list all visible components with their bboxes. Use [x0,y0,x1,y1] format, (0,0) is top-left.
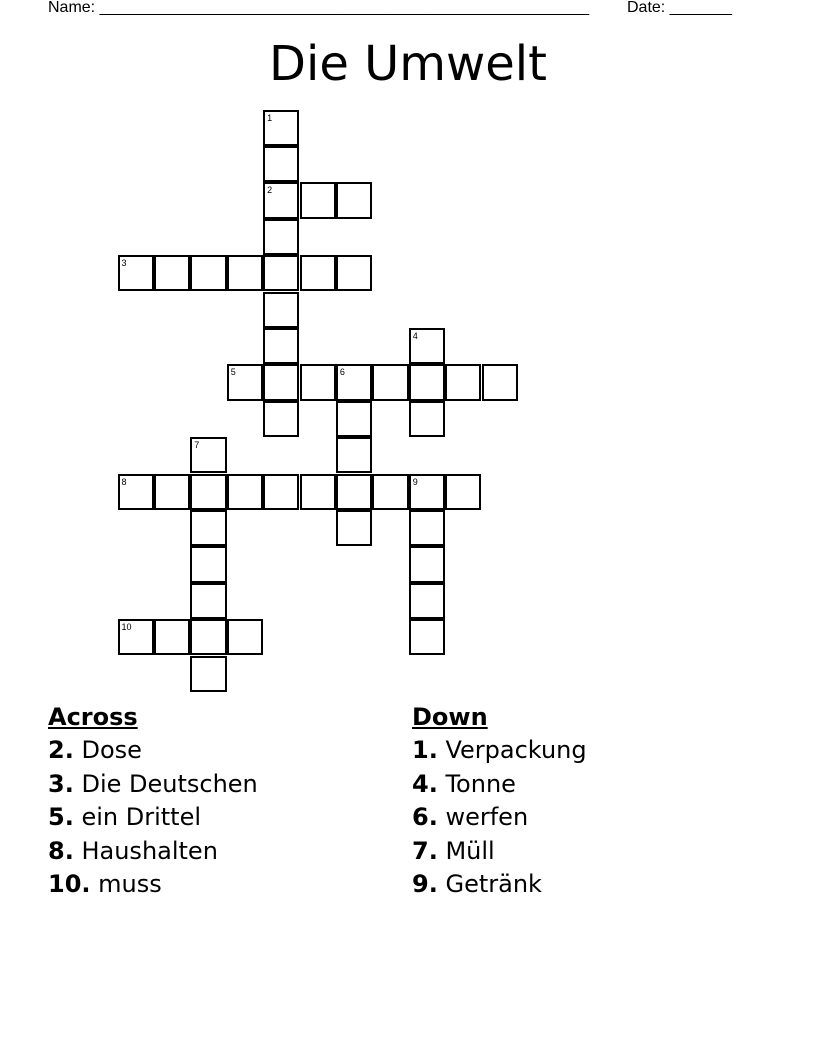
crossword-cell[interactable] [118,474,154,510]
crossword-cell[interactable] [190,474,226,510]
down-clue [412,768,587,802]
across-clue [48,868,258,902]
puzzle-title: Die Umwelt [269,36,547,92]
cell-number: 6 [339,367,345,378]
crossword-cell[interactable] [190,510,226,546]
clue-number: 9. [412,870,438,898]
down-clues [412,700,587,902]
crossword-cell[interactable] [263,474,299,510]
crossword-cell[interactable] [263,182,299,218]
clue-number: 2. [48,736,74,764]
crossword-cell[interactable] [300,182,336,218]
down-clue [412,868,587,902]
crossword-cell[interactable] [154,619,190,655]
clue-number: 7. [412,836,438,865]
crossword-cell[interactable] [445,364,481,400]
clue-number: 4. [412,769,438,798]
crossword-cell[interactable] [336,182,372,218]
clue-text: Verpackung [445,736,587,764]
crossword-cell[interactable] [263,146,299,182]
clue-text: Tonne [445,769,516,798]
across-clue [48,835,258,869]
crossword-cell[interactable] [190,656,226,692]
clue-text: Die Deutschen [81,769,258,798]
crossword-cell[interactable] [336,401,372,437]
crossword-cell[interactable] [336,364,372,400]
down-clue [412,734,587,768]
crossword-cell[interactable] [445,474,481,510]
crossword-cell[interactable] [300,474,336,510]
clue-text: Getränk [445,870,542,898]
clue-number: 8. [48,836,74,865]
crossword-cell[interactable] [227,255,263,291]
across-clue [48,734,258,768]
crossword-cell[interactable] [409,510,445,546]
across-clue [48,768,258,802]
clue-text: Dose [81,736,142,764]
clue-number: 10. [48,870,91,898]
clue-number: 3. [48,769,74,798]
crossword-cell[interactable] [409,474,445,510]
crossword-cell[interactable] [263,219,299,255]
clue-text: werfen [445,803,529,831]
date-field-label: Date: _______ [627,0,732,16]
crossword-cell[interactable] [263,110,299,146]
crossword-cell[interactable] [409,583,445,619]
crossword-cell[interactable] [154,255,190,291]
crossword-cell[interactable] [190,437,226,473]
clue-number: 6. [412,803,438,831]
crossword-cell[interactable] [263,255,299,291]
crossword-cell[interactable] [482,364,518,400]
crossword-cell[interactable] [190,546,226,582]
crossword-cell[interactable] [227,364,263,400]
crossword-cell[interactable] [227,619,263,655]
crossword-cell[interactable] [154,474,190,510]
crossword-cell[interactable] [263,364,299,400]
crossword-cell[interactable] [300,364,336,400]
cell-number: 2 [267,185,273,196]
down-clue [412,801,587,835]
down-heading: Down [412,703,488,731]
name-field-label: Name: _______________________________________________________ [48,0,589,16]
crossword-cell[interactable] [263,292,299,328]
down-clue [412,835,587,869]
clue-text: ein Drittel [81,803,202,831]
crossword-cell[interactable] [336,510,372,546]
cell-number: 10 [121,622,132,633]
crossword-cell[interactable] [409,401,445,437]
crossword-cell[interactable] [372,474,408,510]
clue-text: Müll [445,836,495,865]
cell-number: 4 [412,330,418,341]
cell-number: 7 [194,440,200,451]
crossword-cell[interactable] [336,255,372,291]
clue-number: 5. [48,803,74,831]
crossword-cell[interactable] [190,619,226,655]
across-clue [48,801,258,835]
cell-number: 3 [121,258,127,269]
crossword-cell[interactable] [336,474,372,510]
crossword-cell[interactable] [372,364,408,400]
crossword-cell[interactable] [263,401,299,437]
across-clues [48,700,258,902]
cell-number: 9 [412,476,418,487]
clue-text: Haushalten [81,836,218,865]
crossword-cell[interactable] [263,328,299,364]
clue-text: muss [98,870,162,898]
crossword-cell[interactable] [190,583,226,619]
crossword-cell[interactable] [409,546,445,582]
crossword-cell[interactable] [409,328,445,364]
crossword-cell[interactable] [227,474,263,510]
clue-number: 1. [412,736,438,764]
crossword-cell[interactable] [409,364,445,400]
crossword-cell[interactable] [190,255,226,291]
cell-number: 5 [230,367,236,378]
across-heading: Across [48,703,138,731]
cell-number: 1 [267,112,273,123]
cell-number: 8 [121,476,127,487]
crossword-cell[interactable] [118,255,154,291]
crossword-cell[interactable] [300,255,336,291]
crossword-cell[interactable] [118,619,154,655]
crossword-cell[interactable] [336,437,372,473]
crossword-cell[interactable] [409,619,445,655]
